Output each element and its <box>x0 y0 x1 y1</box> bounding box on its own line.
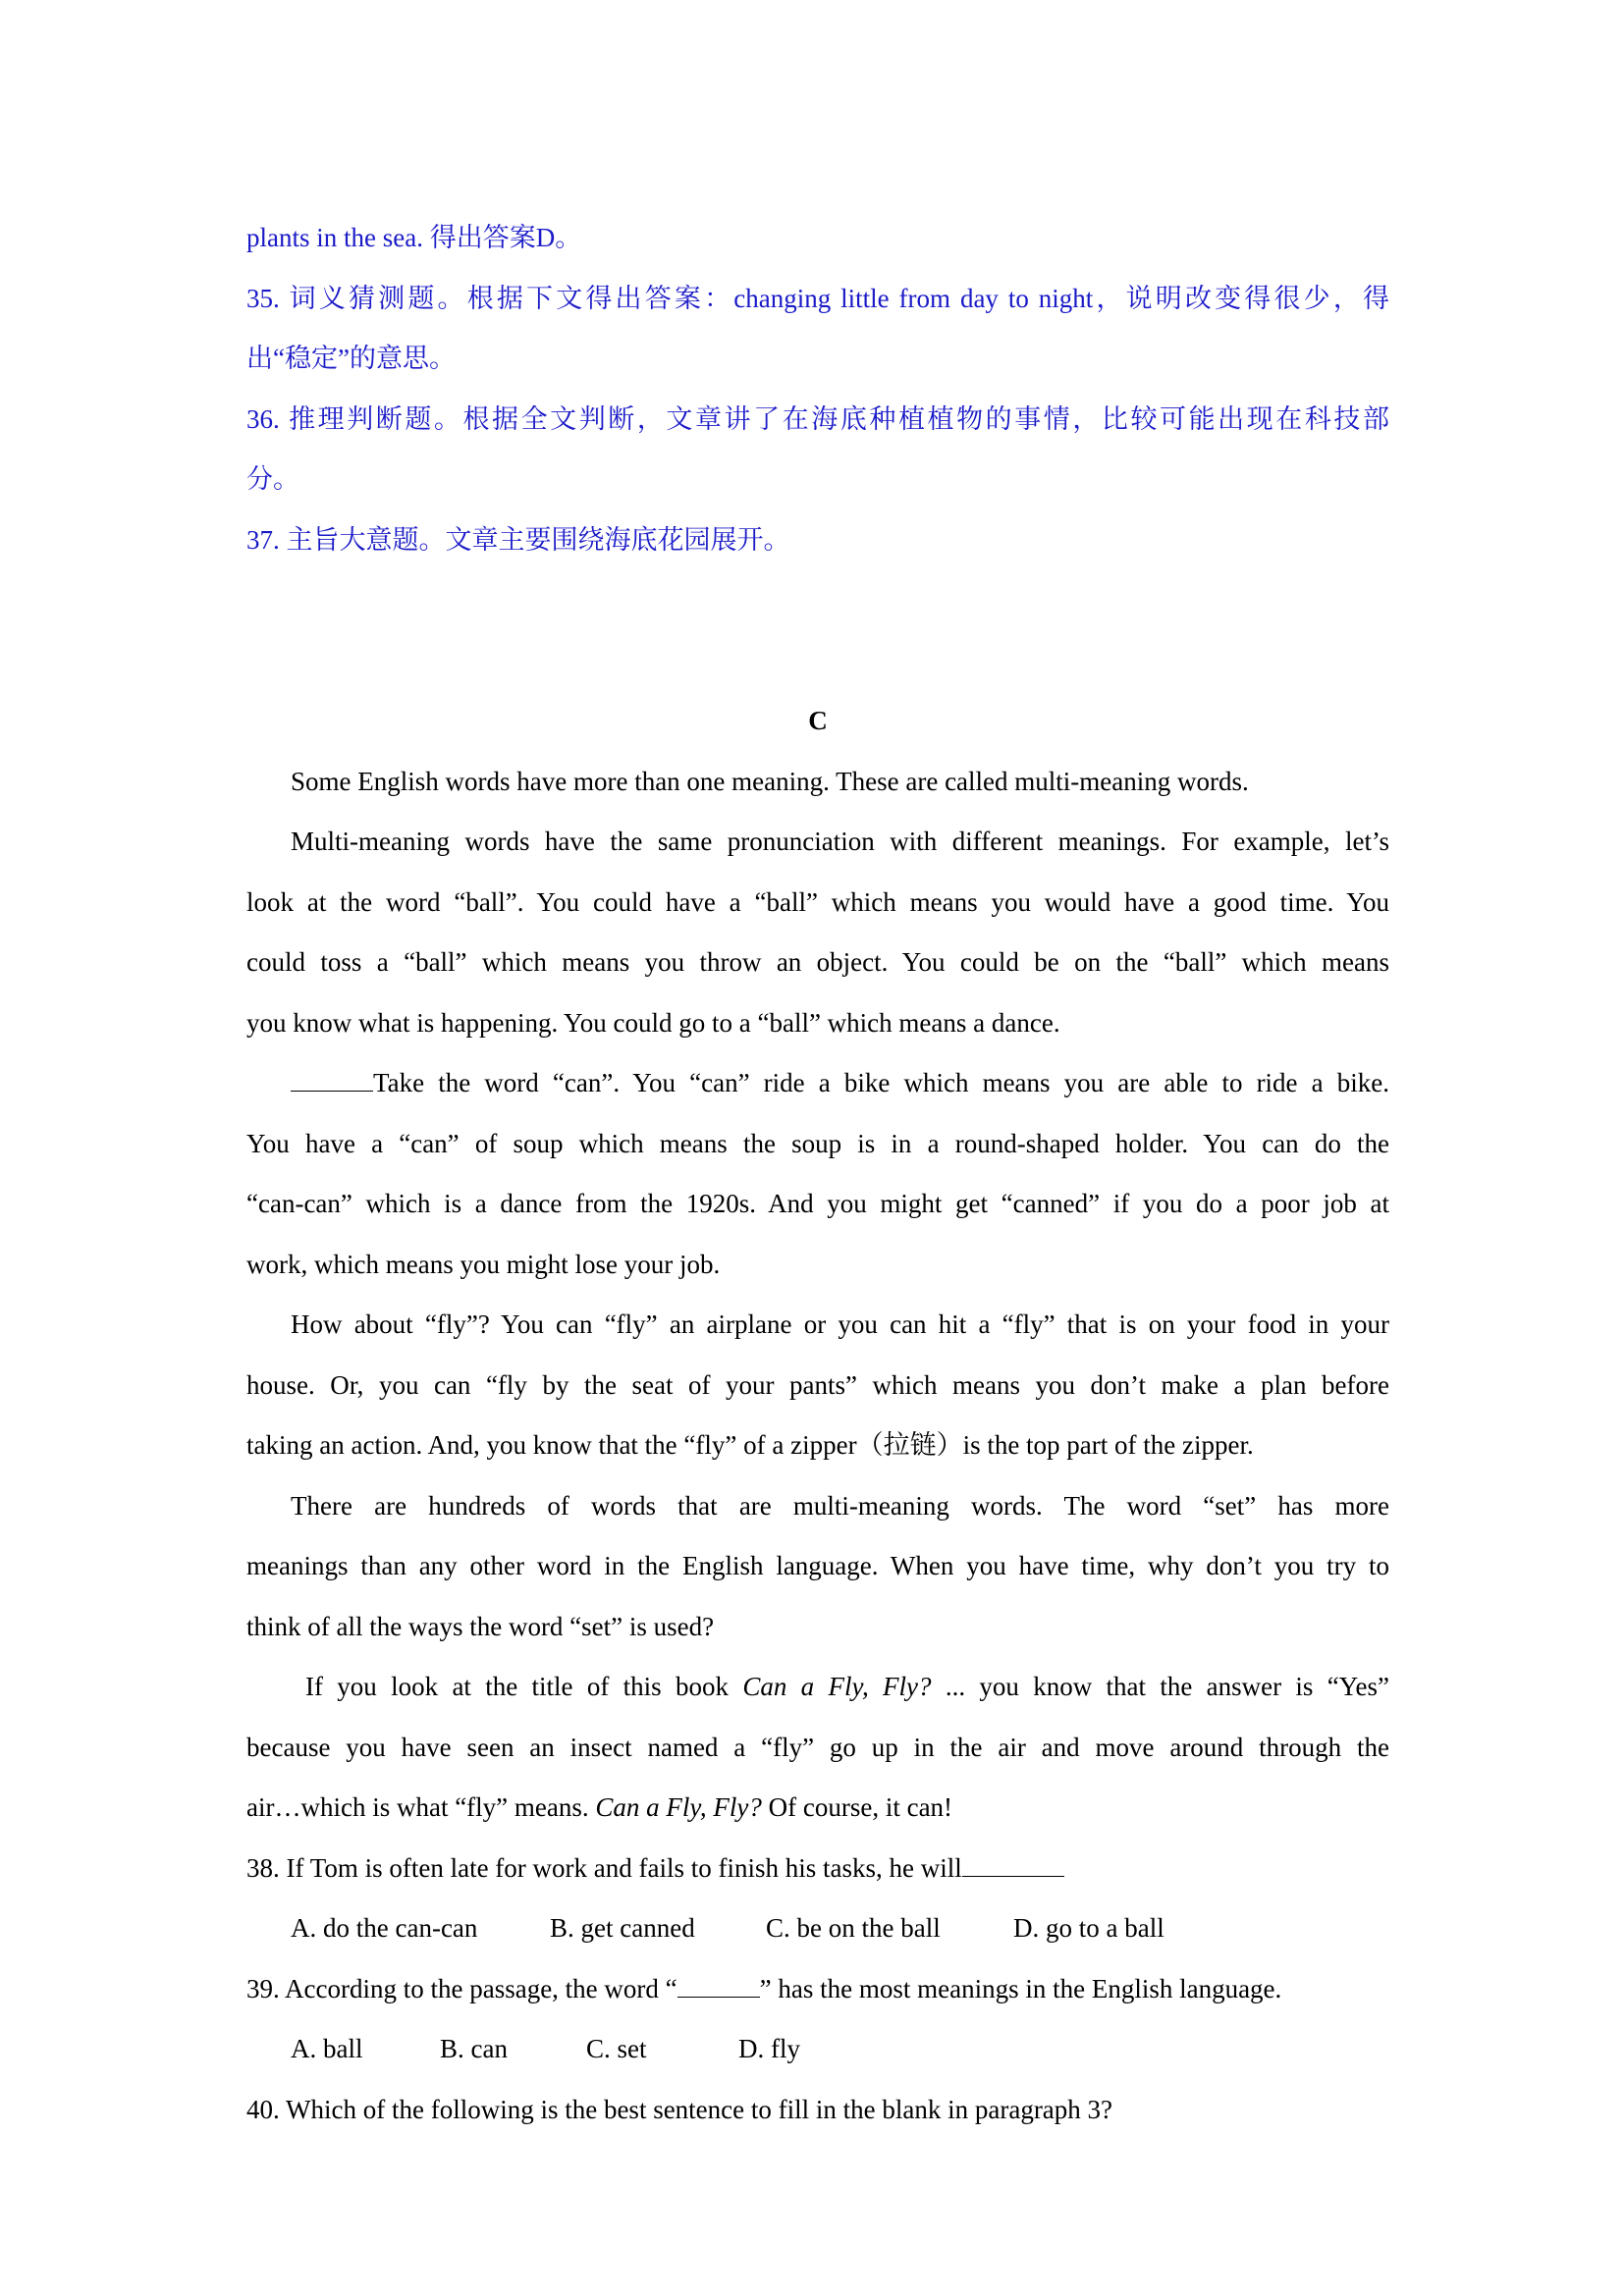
passage-p3-line-1 <box>246 1053 1389 1114</box>
answer-34-tail: plants in the sea. 得出答案D。 <box>246 223 582 252</box>
option-b[interactable]: B. get canned <box>550 1913 695 1943</box>
answer-35-line-2: 出“稳定”的意思。 <box>246 344 456 373</box>
answer-blank[interactable] <box>962 1854 1064 1877</box>
section-title: C <box>808 706 828 735</box>
question-40-stem: 40. Which of the following is the best sentence to fill in the blank in paragraph 3? <box>246 2094 1113 2124</box>
passage-p5-line-3: think of all the ways the word “set” is used? <box>246 1611 715 1641</box>
option-c[interactable]: C. be on the ball <box>766 1913 941 1943</box>
passage-p1: Some English words have more than one meaning. These are called multi-meaning words. <box>291 766 1249 796</box>
passage-p6-line-3-a: air…which is what “fly” means. <box>246 1792 596 1822</box>
passage-p3-line-3: “can-can” which is a dance from the 1920s. And you might get “canned” if you do a poor job at <box>246 1189 1389 1218</box>
option-d[interactable]: D. go to a ball <box>1013 1913 1164 1943</box>
question-38-text: 38. If Tom is often late for work and fails to finish his tasks, he will <box>246 1852 962 1883</box>
passage-p6-line-1-a: If you look at the title of this book <box>305 1672 743 1701</box>
option-a[interactable]: A. do the can-can <box>291 1913 478 1943</box>
question-39-options <box>246 2019 1389 2080</box>
question-39-stem <box>246 1959 1389 2020</box>
passage-p4-line-1: How about “fly”? You can “fly” an airplane or you can hit a “fly” that is on your food in your <box>291 1309 1389 1339</box>
passage-p3-line-2: You have a “can” of soup which means the soup is in a round-shaped holder. You can do the <box>246 1128 1389 1158</box>
passage-p6-line-1 <box>246 1657 1389 1718</box>
document-page <box>246 208 1389 2140</box>
passage-p4-line-2: house. Or, you can “fly by the seat of your pants” which means you don’t make a plan before <box>246 1369 1389 1400</box>
answer-36-line-1: 36. 推理判断题。根据全文判断，文章讲了在海底种植植物的事情，比较可能出现在科技部 <box>246 403 1389 434</box>
question-39-text-b: ” has the most meanings in the English language. <box>759 1973 1282 2003</box>
passage-p4-line-3: taking an action. And, you know that the “fly” of a zipper（拉链）is the top part of the zipper. <box>246 1430 1254 1460</box>
passage-p5-line-1: There are hundreds of words that are multi-meaning words. The word “set” has more <box>291 1490 1389 1521</box>
answer-36-line-2: 分。 <box>246 464 299 494</box>
answer-blank[interactable] <box>291 1069 373 1092</box>
option-d[interactable]: D. fly <box>738 2034 800 2063</box>
passage-p6-line-3-b: Of course, it can! <box>761 1792 953 1822</box>
question-39-text-a: 39. According to the passage, the word “ <box>246 1973 677 2003</box>
book-title: Can a Fly, Fly? <box>742 1672 932 1701</box>
passage-p2-line-3: could toss a “ball” which means you throw an object. You could be on the “ball” which means <box>246 947 1389 977</box>
passage-p2-line-4: you know what is happening. You could go to a “ball” which means a dance. <box>246 1007 1060 1038</box>
book-title: Can a Fly, Fly? <box>595 1792 762 1822</box>
answer-blank[interactable] <box>677 1975 760 1998</box>
option-c[interactable]: C. set <box>586 2034 647 2063</box>
option-b[interactable]: B. can <box>440 2034 508 2063</box>
passage-p6-line-1-b: ... you know that the answer is “Yes” <box>931 1672 1389 1701</box>
passage-p2-line-1: Multi-meaning words have the same pronunciation with different meanings. For example, let’s <box>291 827 1389 856</box>
question-38-stem <box>246 1839 1389 1899</box>
passage-p2-line-2: look at the word “ball”. You could have a “ball” which means you would have a good time. You <box>246 886 1389 917</box>
answer-35-line-1: 35. 词义猜测题。根据下文得出答案：changing little from day to night，说明改变得很少，得 <box>246 283 1389 313</box>
spacer <box>246 570 1389 691</box>
passage-p6-line-3 <box>246 1778 1389 1839</box>
passage-p5-line-2: meanings than any other word in the English language. When you have time, why don’t you try to <box>246 1551 1389 1580</box>
question-38-options <box>246 1898 1389 1959</box>
passage-p3-line-1-text: Take the word “can”. You “can” ride a bike which means you are able to ride a bike. <box>373 1068 1389 1097</box>
passage-p6-line-2: because you have seen an insect named a “fly” go up in the air and move around through the <box>246 1732 1389 1762</box>
answer-37: 37. 主旨大意题。文章主要围绕海底花园展开。 <box>246 524 790 555</box>
passage-p3-line-4: work, which means you might lose your job. <box>246 1249 721 1279</box>
option-a[interactable]: A. ball <box>291 2034 363 2063</box>
